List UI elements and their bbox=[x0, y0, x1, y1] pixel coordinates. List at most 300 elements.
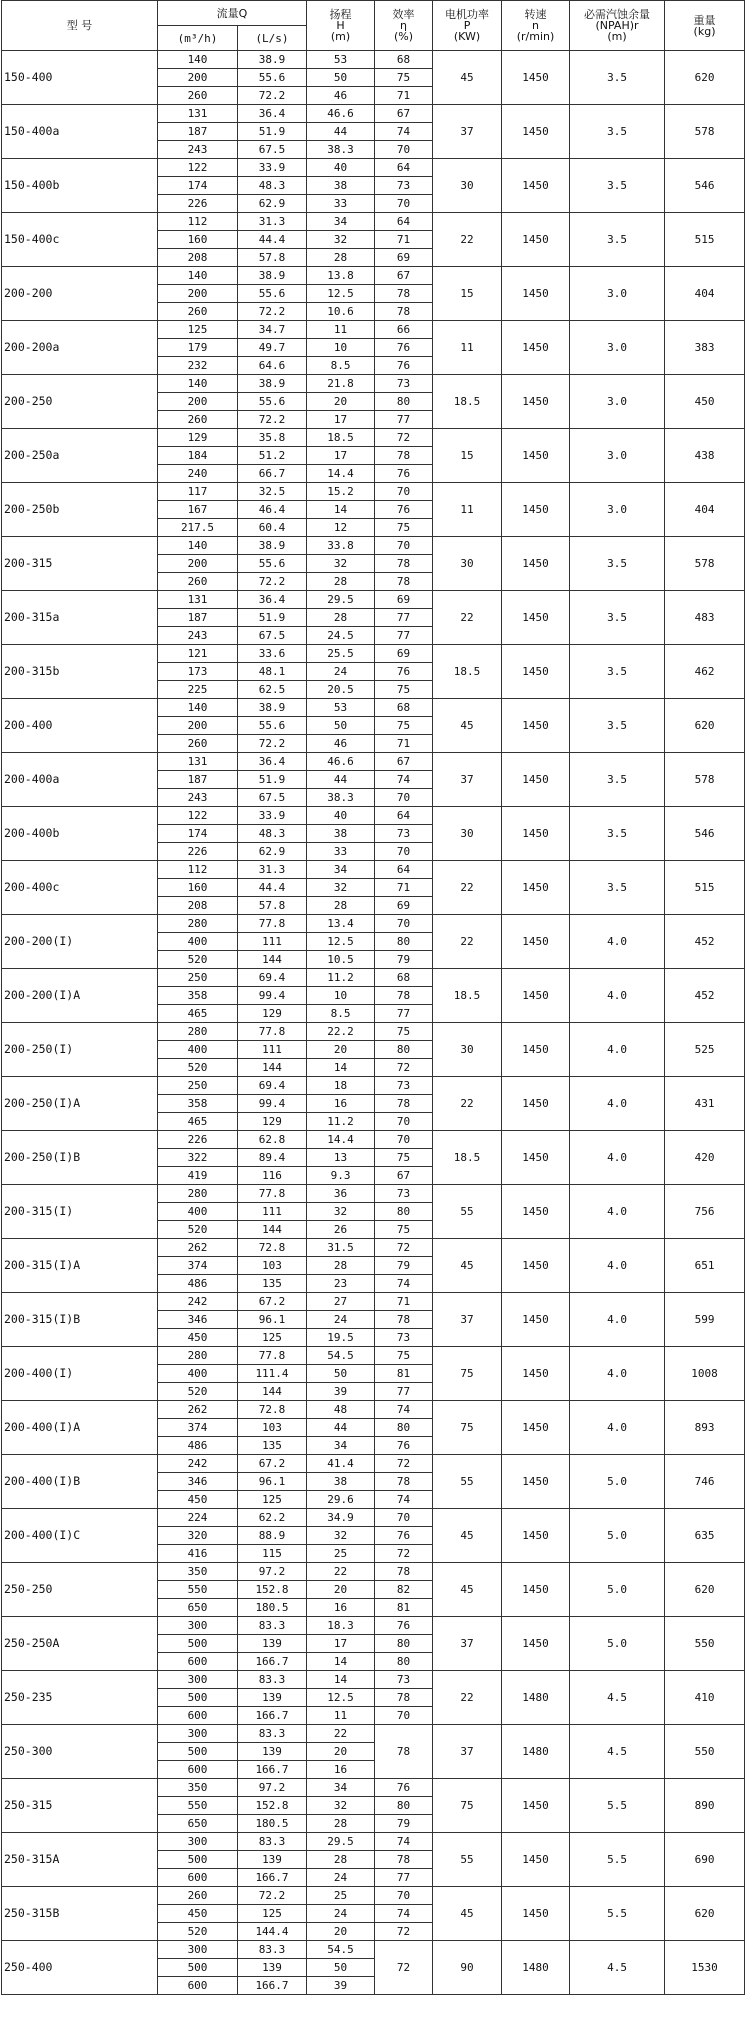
flow-m3h-cell: 320 bbox=[158, 1527, 238, 1545]
efficiency-cell: 80 bbox=[375, 1635, 433, 1653]
head-cell: 44 bbox=[307, 1419, 375, 1437]
flow-ls-cell: 38.9 bbox=[238, 51, 307, 69]
efficiency-cell: 69 bbox=[375, 897, 433, 915]
header-eff-unit: (%) bbox=[393, 30, 414, 43]
header-flow: 流量Q bbox=[158, 1, 307, 26]
flow-m3h-cell: 280 bbox=[158, 1023, 238, 1041]
header-speed-title: 转速 bbox=[524, 8, 547, 21]
efficiency-cell: 82 bbox=[375, 1581, 433, 1599]
head-cell: 39 bbox=[307, 1383, 375, 1401]
head-cell: 23 bbox=[307, 1275, 375, 1293]
efficiency-cell: 75 bbox=[375, 1149, 433, 1167]
efficiency-cell: 70 bbox=[375, 915, 433, 933]
efficiency-cell: 70 bbox=[375, 1887, 433, 1905]
flow-m3h-cell: 200 bbox=[158, 69, 238, 87]
flow-ls-cell: 152.8 bbox=[238, 1797, 307, 1815]
model-cell: 200-200(I)A bbox=[2, 969, 158, 1023]
table-row bbox=[2, 1239, 745, 1257]
efficiency-cell: 72 bbox=[375, 1059, 433, 1077]
flow-m3h-cell: 450 bbox=[158, 1905, 238, 1923]
model-cell: 200-200 bbox=[2, 267, 158, 321]
flow-ls-cell: 111 bbox=[238, 1041, 307, 1059]
weight-cell: 1008 bbox=[665, 1347, 745, 1401]
efficiency-cell: 71 bbox=[375, 87, 433, 105]
head-cell: 50 bbox=[307, 69, 375, 87]
flow-ls-cell: 33.6 bbox=[238, 645, 307, 663]
head-cell: 16 bbox=[307, 1599, 375, 1617]
npsh-cell: 3.5 bbox=[570, 753, 665, 807]
head-cell: 14 bbox=[307, 1671, 375, 1689]
table-row bbox=[2, 1131, 745, 1149]
head-cell: 16 bbox=[307, 1095, 375, 1113]
efficiency-cell: 73 bbox=[375, 375, 433, 393]
model-cell: 200-200(I) bbox=[2, 915, 158, 969]
flow-m3h-cell: 208 bbox=[158, 897, 238, 915]
npsh-cell: 3.5 bbox=[570, 591, 665, 645]
model-cell: 200-400(I)B bbox=[2, 1455, 158, 1509]
flow-ls-cell: 31.3 bbox=[238, 213, 307, 231]
weight-cell: 546 bbox=[665, 807, 745, 861]
efficiency-cell: 78 bbox=[375, 1095, 433, 1113]
head-cell: 53 bbox=[307, 699, 375, 717]
table-row bbox=[2, 645, 745, 663]
efficiency-cell: 70 bbox=[375, 789, 433, 807]
flow-ls-cell: 180.5 bbox=[238, 1599, 307, 1617]
flow-ls-cell: 144 bbox=[238, 1059, 307, 1077]
flow-ls-cell: 144 bbox=[238, 1221, 307, 1239]
flow-m3h-cell: 400 bbox=[158, 1365, 238, 1383]
model-cell: 150-400 bbox=[2, 51, 158, 105]
speed-cell: 1450 bbox=[502, 915, 570, 969]
power-cell: 22 bbox=[433, 213, 502, 267]
head-cell: 15.2 bbox=[307, 483, 375, 501]
weight-cell: 620 bbox=[665, 1887, 745, 1941]
efficiency-cell: 79 bbox=[375, 951, 433, 969]
table-row bbox=[2, 1455, 745, 1473]
weight-cell: 404 bbox=[665, 267, 745, 321]
efficiency-cell: 78 bbox=[375, 1473, 433, 1491]
efficiency-cell: 66 bbox=[375, 321, 433, 339]
efficiency-cell: 72 bbox=[375, 1923, 433, 1941]
flow-ls-cell: 99.4 bbox=[238, 1095, 307, 1113]
flow-ls-cell: 49.7 bbox=[238, 339, 307, 357]
efficiency-cell: 72 bbox=[375, 429, 433, 447]
flow-ls-cell: 72.2 bbox=[238, 1887, 307, 1905]
model-cell: 200-400b bbox=[2, 807, 158, 861]
head-cell: 39 bbox=[307, 1977, 375, 1995]
flow-ls-cell: 99.4 bbox=[238, 987, 307, 1005]
npsh-cell: 3.5 bbox=[570, 105, 665, 159]
flow-ls-cell: 116 bbox=[238, 1167, 307, 1185]
efficiency-cell: 81 bbox=[375, 1365, 433, 1383]
head-cell: 38 bbox=[307, 177, 375, 195]
model-cell: 200-400 bbox=[2, 699, 158, 753]
efficiency-cell: 68 bbox=[375, 51, 433, 69]
power-cell: 18.5 bbox=[433, 969, 502, 1023]
flow-m3h-cell: 167 bbox=[158, 501, 238, 519]
table-row bbox=[2, 915, 745, 933]
flow-m3h-cell: 262 bbox=[158, 1401, 238, 1419]
flow-ls-cell: 96.1 bbox=[238, 1473, 307, 1491]
head-cell: 28 bbox=[307, 897, 375, 915]
head-cell: 25.5 bbox=[307, 645, 375, 663]
table-row bbox=[2, 267, 745, 285]
model-cell: 200-400(I) bbox=[2, 1347, 158, 1401]
flow-m3h-cell: 184 bbox=[158, 447, 238, 465]
npsh-cell: 5.5 bbox=[570, 1887, 665, 1941]
speed-cell: 1450 bbox=[502, 1887, 570, 1941]
weight-cell: 550 bbox=[665, 1725, 745, 1779]
flow-m3h-cell: 486 bbox=[158, 1437, 238, 1455]
flow-m3h-cell: 280 bbox=[158, 1185, 238, 1203]
flow-ls-cell: 38.9 bbox=[238, 537, 307, 555]
head-cell: 53 bbox=[307, 51, 375, 69]
efficiency-cell: 77 bbox=[375, 609, 433, 627]
flow-m3h-cell: 600 bbox=[158, 1761, 238, 1779]
flow-m3h-cell: 465 bbox=[158, 1113, 238, 1131]
efficiency-cell: 78 bbox=[375, 987, 433, 1005]
head-cell: 18.5 bbox=[307, 429, 375, 447]
flow-m3h-cell: 240 bbox=[158, 465, 238, 483]
weight-cell: 438 bbox=[665, 429, 745, 483]
efficiency-cell: 75 bbox=[375, 717, 433, 735]
efficiency-cell: 76 bbox=[375, 465, 433, 483]
efficiency-cell: 78 bbox=[375, 1563, 433, 1581]
flow-ls-cell: 111.4 bbox=[238, 1365, 307, 1383]
power-cell: 55 bbox=[433, 1185, 502, 1239]
speed-cell: 1450 bbox=[502, 807, 570, 861]
power-cell: 30 bbox=[433, 1023, 502, 1077]
flow-ls-cell: 115 bbox=[238, 1545, 307, 1563]
efficiency-cell: 74 bbox=[375, 1275, 433, 1293]
weight-cell: 410 bbox=[665, 1671, 745, 1725]
flow-ls-cell: 72.2 bbox=[238, 573, 307, 591]
flow-m3h-cell: 131 bbox=[158, 105, 238, 123]
flow-ls-cell: 62.5 bbox=[238, 681, 307, 699]
speed-cell: 1450 bbox=[502, 159, 570, 213]
flow-m3h-cell: 140 bbox=[158, 537, 238, 555]
flow-m3h-cell: 500 bbox=[158, 1743, 238, 1761]
efficiency-cell: 78 bbox=[375, 573, 433, 591]
flow-m3h-cell: 358 bbox=[158, 987, 238, 1005]
flow-m3h-cell: 140 bbox=[158, 699, 238, 717]
efficiency-cell: 76 bbox=[375, 339, 433, 357]
efficiency-cell: 76 bbox=[375, 357, 433, 375]
efficiency-cell: 74 bbox=[375, 1401, 433, 1419]
flow-ls-cell: 89.4 bbox=[238, 1149, 307, 1167]
flow-m3h-cell: 400 bbox=[158, 1203, 238, 1221]
efficiency-cell: 71 bbox=[375, 879, 433, 897]
head-cell: 28 bbox=[307, 1257, 375, 1275]
head-cell: 12.5 bbox=[307, 1689, 375, 1707]
weight-cell: 578 bbox=[665, 753, 745, 807]
head-cell: 10.5 bbox=[307, 951, 375, 969]
efficiency-cell: 78 bbox=[375, 1851, 433, 1869]
model-cell: 200-250(I)A bbox=[2, 1077, 158, 1131]
efficiency-cell: 75 bbox=[375, 69, 433, 87]
speed-cell: 1450 bbox=[502, 51, 570, 105]
efficiency-cell: 72 bbox=[375, 1239, 433, 1257]
npsh-cell: 3.5 bbox=[570, 645, 665, 699]
flow-m3h-cell: 243 bbox=[158, 141, 238, 159]
flow-ls-cell: 166.7 bbox=[238, 1653, 307, 1671]
head-cell: 34 bbox=[307, 1437, 375, 1455]
flow-ls-cell: 129 bbox=[238, 1113, 307, 1131]
flow-ls-cell: 55.6 bbox=[238, 69, 307, 87]
header-head-title: 扬程 bbox=[329, 8, 352, 21]
flow-m3h-cell: 260 bbox=[158, 735, 238, 753]
npsh-cell: 5.0 bbox=[570, 1509, 665, 1563]
head-cell: 20 bbox=[307, 393, 375, 411]
speed-cell: 1450 bbox=[502, 1185, 570, 1239]
weight-cell: 462 bbox=[665, 645, 745, 699]
npsh-cell: 5.5 bbox=[570, 1833, 665, 1887]
head-cell: 46.6 bbox=[307, 753, 375, 771]
efficiency-cell: 72 bbox=[375, 1941, 433, 1995]
head-cell: 28 bbox=[307, 609, 375, 627]
flow-ls-cell: 166.7 bbox=[238, 1707, 307, 1725]
flow-ls-cell: 62.8 bbox=[238, 1131, 307, 1149]
flow-ls-cell: 44.4 bbox=[238, 231, 307, 249]
weight-cell: 450 bbox=[665, 375, 745, 429]
table-row bbox=[2, 537, 745, 555]
flow-ls-cell: 111 bbox=[238, 933, 307, 951]
header-efficiency bbox=[375, 1, 433, 51]
efficiency-cell: 77 bbox=[375, 1383, 433, 1401]
header-model: 型 号 bbox=[2, 1, 158, 51]
efficiency-cell: 81 bbox=[375, 1599, 433, 1617]
head-cell: 10.6 bbox=[307, 303, 375, 321]
flow-ls-cell: 135 bbox=[238, 1437, 307, 1455]
header-head-unit: (m) bbox=[330, 30, 351, 43]
flow-m3h-cell: 550 bbox=[158, 1581, 238, 1599]
efficiency-cell: 71 bbox=[375, 1293, 433, 1311]
head-cell: 20 bbox=[307, 1923, 375, 1941]
head-cell: 34 bbox=[307, 1779, 375, 1797]
weight-cell: 599 bbox=[665, 1293, 745, 1347]
weight-cell: 483 bbox=[665, 591, 745, 645]
flow-m3h-cell: 346 bbox=[158, 1311, 238, 1329]
table-row bbox=[2, 807, 745, 825]
flow-m3h-cell: 300 bbox=[158, 1833, 238, 1851]
flow-ls-cell: 88.9 bbox=[238, 1527, 307, 1545]
flow-m3h-cell: 358 bbox=[158, 1095, 238, 1113]
head-cell: 28 bbox=[307, 1851, 375, 1869]
flow-ls-cell: 103 bbox=[238, 1257, 307, 1275]
flow-ls-cell: 57.8 bbox=[238, 249, 307, 267]
table-row bbox=[2, 429, 745, 447]
table-row bbox=[2, 1023, 745, 1041]
flow-ls-cell: 139 bbox=[238, 1689, 307, 1707]
flow-ls-cell: 83.3 bbox=[238, 1833, 307, 1851]
efficiency-cell: 72 bbox=[375, 1455, 433, 1473]
flow-m3h-cell: 520 bbox=[158, 1923, 238, 1941]
power-cell: 11 bbox=[433, 483, 502, 537]
efficiency-cell: 64 bbox=[375, 861, 433, 879]
flow-m3h-cell: 500 bbox=[158, 1635, 238, 1653]
power-cell: 15 bbox=[433, 267, 502, 321]
head-cell: 19.5 bbox=[307, 1329, 375, 1347]
speed-cell: 1450 bbox=[502, 1023, 570, 1077]
head-cell: 32 bbox=[307, 231, 375, 249]
weight-cell: 893 bbox=[665, 1401, 745, 1455]
model-cell: 250-315A bbox=[2, 1833, 158, 1887]
head-cell: 24 bbox=[307, 663, 375, 681]
flow-m3h-cell: 374 bbox=[158, 1419, 238, 1437]
head-cell: 10 bbox=[307, 339, 375, 357]
power-cell: 30 bbox=[433, 159, 502, 213]
efficiency-cell: 70 bbox=[375, 537, 433, 555]
head-cell: 18.3 bbox=[307, 1617, 375, 1635]
flow-m3h-cell: 117 bbox=[158, 483, 238, 501]
table-row bbox=[2, 1401, 745, 1419]
speed-cell: 1450 bbox=[502, 1401, 570, 1455]
head-cell: 24 bbox=[307, 1311, 375, 1329]
head-cell: 24.5 bbox=[307, 627, 375, 645]
efficiency-cell: 64 bbox=[375, 213, 433, 231]
head-cell: 28 bbox=[307, 1815, 375, 1833]
efficiency-cell: 80 bbox=[375, 933, 433, 951]
npsh-cell: 4.0 bbox=[570, 1239, 665, 1293]
efficiency-cell: 73 bbox=[375, 1671, 433, 1689]
head-cell: 28 bbox=[307, 573, 375, 591]
flow-ls-cell: 97.2 bbox=[238, 1779, 307, 1797]
flow-ls-cell: 97.2 bbox=[238, 1563, 307, 1581]
flow-ls-cell: 44.4 bbox=[238, 879, 307, 897]
npsh-cell: 4.0 bbox=[570, 1293, 665, 1347]
flow-m3h-cell: 226 bbox=[158, 1131, 238, 1149]
head-cell: 18 bbox=[307, 1077, 375, 1095]
npsh-cell: 3.5 bbox=[570, 159, 665, 213]
efficiency-cell: 68 bbox=[375, 699, 433, 717]
flow-m3h-cell: 174 bbox=[158, 177, 238, 195]
flow-m3h-cell: 650 bbox=[158, 1599, 238, 1617]
flow-ls-cell: 166.7 bbox=[238, 1977, 307, 1995]
flow-ls-cell: 67.2 bbox=[238, 1455, 307, 1473]
speed-cell: 1450 bbox=[502, 537, 570, 591]
flow-m3h-cell: 224 bbox=[158, 1509, 238, 1527]
head-cell: 38.3 bbox=[307, 789, 375, 807]
efficiency-cell: 64 bbox=[375, 159, 433, 177]
flow-m3h-cell: 200 bbox=[158, 717, 238, 735]
npsh-cell: 4.0 bbox=[570, 1185, 665, 1239]
model-cell: 150-400a bbox=[2, 105, 158, 159]
head-cell: 8.5 bbox=[307, 1005, 375, 1023]
weight-cell: 452 bbox=[665, 969, 745, 1023]
flow-m3h-cell: 187 bbox=[158, 123, 238, 141]
flow-ls-cell: 64.6 bbox=[238, 357, 307, 375]
head-cell: 32 bbox=[307, 555, 375, 573]
flow-ls-cell: 33.9 bbox=[238, 159, 307, 177]
efficiency-cell: 70 bbox=[375, 843, 433, 861]
flow-ls-cell: 38.9 bbox=[238, 699, 307, 717]
flow-m3h-cell: 131 bbox=[158, 591, 238, 609]
head-cell: 32 bbox=[307, 1797, 375, 1815]
power-cell: 37 bbox=[433, 105, 502, 159]
head-cell: 22 bbox=[307, 1563, 375, 1581]
speed-cell: 1480 bbox=[502, 1941, 570, 1995]
head-cell: 14.4 bbox=[307, 465, 375, 483]
head-cell: 36 bbox=[307, 1185, 375, 1203]
flow-m3h-cell: 242 bbox=[158, 1293, 238, 1311]
speed-cell: 1450 bbox=[502, 645, 570, 699]
model-cell: 250-300 bbox=[2, 1725, 158, 1779]
flow-m3h-cell: 346 bbox=[158, 1473, 238, 1491]
flow-m3h-cell: 179 bbox=[158, 339, 238, 357]
head-cell: 24 bbox=[307, 1905, 375, 1923]
efficiency-cell: 75 bbox=[375, 1221, 433, 1239]
flow-m3h-cell: 520 bbox=[158, 951, 238, 969]
efficiency-cell: 73 bbox=[375, 177, 433, 195]
table-row bbox=[2, 1347, 745, 1365]
power-cell: 22 bbox=[433, 1077, 502, 1131]
flow-m3h-cell: 260 bbox=[158, 411, 238, 429]
flow-ls-cell: 62.9 bbox=[238, 843, 307, 861]
table-body bbox=[2, 51, 745, 1995]
speed-cell: 1450 bbox=[502, 1779, 570, 1833]
model-cell: 250-250 bbox=[2, 1563, 158, 1617]
header-speed-symbol: n bbox=[532, 19, 539, 32]
flow-ls-cell: 51.9 bbox=[238, 771, 307, 789]
flow-ls-cell: 36.4 bbox=[238, 105, 307, 123]
head-cell: 16 bbox=[307, 1761, 375, 1779]
efficiency-cell: 69 bbox=[375, 249, 433, 267]
flow-ls-cell: 67.5 bbox=[238, 141, 307, 159]
head-cell: 33 bbox=[307, 195, 375, 213]
speed-cell: 1450 bbox=[502, 861, 570, 915]
flow-ls-cell: 139 bbox=[238, 1743, 307, 1761]
weight-cell: 420 bbox=[665, 1131, 745, 1185]
flow-m3h-cell: 187 bbox=[158, 771, 238, 789]
head-cell: 33.8 bbox=[307, 537, 375, 555]
table-row bbox=[2, 51, 745, 69]
header-npsh bbox=[570, 1, 665, 51]
power-cell: 45 bbox=[433, 699, 502, 753]
weight-cell: 635 bbox=[665, 1509, 745, 1563]
header-power-unit: (KW) bbox=[453, 30, 481, 43]
power-cell: 55 bbox=[433, 1455, 502, 1509]
model-cell: 200-315 bbox=[2, 537, 158, 591]
flow-m3h-cell: 226 bbox=[158, 843, 238, 861]
flow-m3h-cell: 450 bbox=[158, 1329, 238, 1347]
flow-ls-cell: 55.6 bbox=[238, 285, 307, 303]
head-cell: 21.8 bbox=[307, 375, 375, 393]
speed-cell: 1450 bbox=[502, 1131, 570, 1185]
flow-ls-cell: 69.4 bbox=[238, 1077, 307, 1095]
flow-m3h-cell: 600 bbox=[158, 1653, 238, 1671]
flow-m3h-cell: 200 bbox=[158, 555, 238, 573]
head-cell: 32 bbox=[307, 879, 375, 897]
weight-cell: 578 bbox=[665, 537, 745, 591]
flow-ls-cell: 62.2 bbox=[238, 1509, 307, 1527]
speed-cell: 1450 bbox=[502, 1563, 570, 1617]
power-cell: 55 bbox=[433, 1833, 502, 1887]
flow-ls-cell: 72.8 bbox=[238, 1239, 307, 1257]
head-cell: 44 bbox=[307, 771, 375, 789]
table-row bbox=[2, 969, 745, 987]
speed-cell: 1450 bbox=[502, 375, 570, 429]
flow-ls-cell: 35.8 bbox=[238, 429, 307, 447]
efficiency-cell: 76 bbox=[375, 1527, 433, 1545]
flow-ls-cell: 38.9 bbox=[238, 267, 307, 285]
power-cell: 75 bbox=[433, 1401, 502, 1455]
efficiency-cell: 77 bbox=[375, 1005, 433, 1023]
flow-ls-cell: 152.8 bbox=[238, 1581, 307, 1599]
efficiency-cell: 76 bbox=[375, 1779, 433, 1797]
efficiency-cell: 67 bbox=[375, 105, 433, 123]
head-cell: 14 bbox=[307, 1653, 375, 1671]
model-cell: 200-315a bbox=[2, 591, 158, 645]
